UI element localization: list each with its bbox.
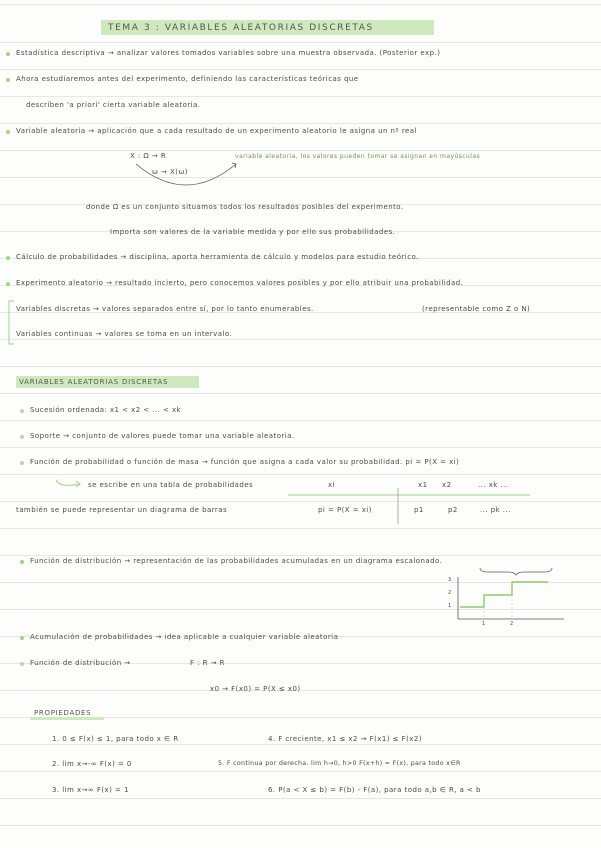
bullet-dot xyxy=(20,636,24,640)
table-row-p2: p2 xyxy=(448,506,458,514)
prop-1: 1. 0 ≤ F(x) ≤ 1, para todo x ∈ R xyxy=(52,735,179,743)
table-row-pi: pi = P(X = xi) xyxy=(318,506,372,514)
note-continuas: Variables continuas → valores se toma en un intervalo. xyxy=(16,330,233,338)
y-tick: 2 xyxy=(448,590,452,596)
bullet-dot xyxy=(20,435,24,439)
note-fd-def: Función de distribución → xyxy=(30,659,131,667)
prop-4: 4. F creciente, x1 ≤ x2 → F(x1) ≤ F(x2) xyxy=(268,735,422,743)
note-discretas: Variables discretas → valores separados entre sí, por lo tanto enumerables. xyxy=(16,305,314,313)
note-funcion-prob: Función de probabilidad o función de masa → función que asigna a cada valor su probabilidad. pi = P(X = xi) xyxy=(30,458,460,466)
bullet-dot xyxy=(6,282,10,286)
map-arc xyxy=(128,160,248,190)
table-header-xi: xi xyxy=(328,481,335,489)
hook-arrow xyxy=(54,478,84,490)
note-soporte: Soporte → conjunto de valores puede tomar una variable aleatoria. xyxy=(30,432,295,440)
map-omega: ω → X(ω) xyxy=(152,168,188,176)
map-line: X : Ω → R xyxy=(130,152,167,160)
section-heading: VARIABLES ALEATORIAS DISCRETAS xyxy=(19,378,169,386)
note-variable: Variable aleatoria → aplicación que a cada resultado de un experimento aleatorio le asigna un nº real xyxy=(16,127,417,135)
page-title: TEMA 3 : VARIABLES ALEATORIAS DISCRETAS xyxy=(108,23,374,33)
note-donde: donde Ω es un conjunto situamos todos los resultados posibles del experimento. xyxy=(86,203,404,211)
bullet-dot xyxy=(20,662,24,666)
step-chart xyxy=(458,577,568,627)
note-ahora-cont: describen 'a priori' cierta variable aleatoria. xyxy=(26,101,201,109)
note-calculo: Cálculo de probabilidades → disciplina, aporta herramienta de cálculo y modelos para estudio teórico. xyxy=(16,253,419,261)
note-discretas-extra: (representable como Z o N) xyxy=(422,305,531,313)
prop-6: 6. P(a < X ≤ b) = F(b) - F(a), para todo a,b ∈ R, a < b xyxy=(268,786,481,794)
bullet-dot xyxy=(6,130,10,134)
prop-5: 5. F continua por derecha. lim h→0, h>0 F(x+h) = F(x), para todo x∈R xyxy=(218,760,461,767)
tabla-note: se escribe en una tabla de probabilidades xyxy=(88,481,254,489)
map-note: variable aleatoria, los valores pueden tomar se asignan en mayúsculas xyxy=(235,153,481,160)
bullet-dot xyxy=(6,52,10,56)
note-ahora: Ahora estudiaremos antes del experimento, definiendo las características teóricas que xyxy=(16,75,359,83)
y-tick: 1 xyxy=(448,603,452,609)
note-importa: Importa son valores de la variable medida y por ello sus probabilidades. xyxy=(110,228,396,236)
bullet-dot xyxy=(6,256,10,260)
fd-map: F : R → R xyxy=(190,659,225,667)
bullet-dot xyxy=(20,461,24,465)
note-funcion-dist: Función de distribución → representación de las probabilidades acumuladas en un diagrama escalonado. xyxy=(30,557,443,565)
table-header-x2: x2 xyxy=(442,481,452,489)
brace-mark xyxy=(478,566,558,576)
table-row-pk: ... pk ... xyxy=(480,506,511,514)
note-tambien: también se puede representar un diagrama de barras xyxy=(16,506,228,514)
propiedades-heading: PROPIEDADES xyxy=(34,709,92,717)
table-header-x1: x1 xyxy=(418,481,428,489)
note-experimento: Experimento aleatorio → resultado incierto, pero conocemos valores posibles y por ello atribuir una probabilidad. xyxy=(16,279,464,287)
note-estadistica: Estadística descriptiva → analizar valores tomados variables sobre una muestra observada. (Posterior exp.) xyxy=(16,49,441,57)
table-row-p1: p1 xyxy=(414,506,424,514)
fd-x0: x0 → F(x0) = P(X ≤ x0) xyxy=(210,685,301,693)
x-tick: 1 xyxy=(482,621,486,627)
bullet-dot xyxy=(20,560,24,564)
note-sucesion: Sucesión ordenada: x1 < x2 < ... < xk xyxy=(30,406,182,414)
props-underline xyxy=(30,717,104,720)
y-tick: 3 xyxy=(448,577,452,583)
table-header-xk: ... xk ... xyxy=(478,481,509,489)
bullet-dot xyxy=(20,409,24,413)
x-tick: 2 xyxy=(510,621,514,627)
bullet-dot xyxy=(6,78,10,82)
prop-3: 3. lim x→∞ F(x) = 1 xyxy=(52,786,129,794)
note-acumulacion: Acumulación de probabilidades → idea aplicable a cualquier variable aleatoria xyxy=(30,633,339,641)
prop-2: 2. lim x→-∞ F(x) = 0 xyxy=(52,760,132,768)
